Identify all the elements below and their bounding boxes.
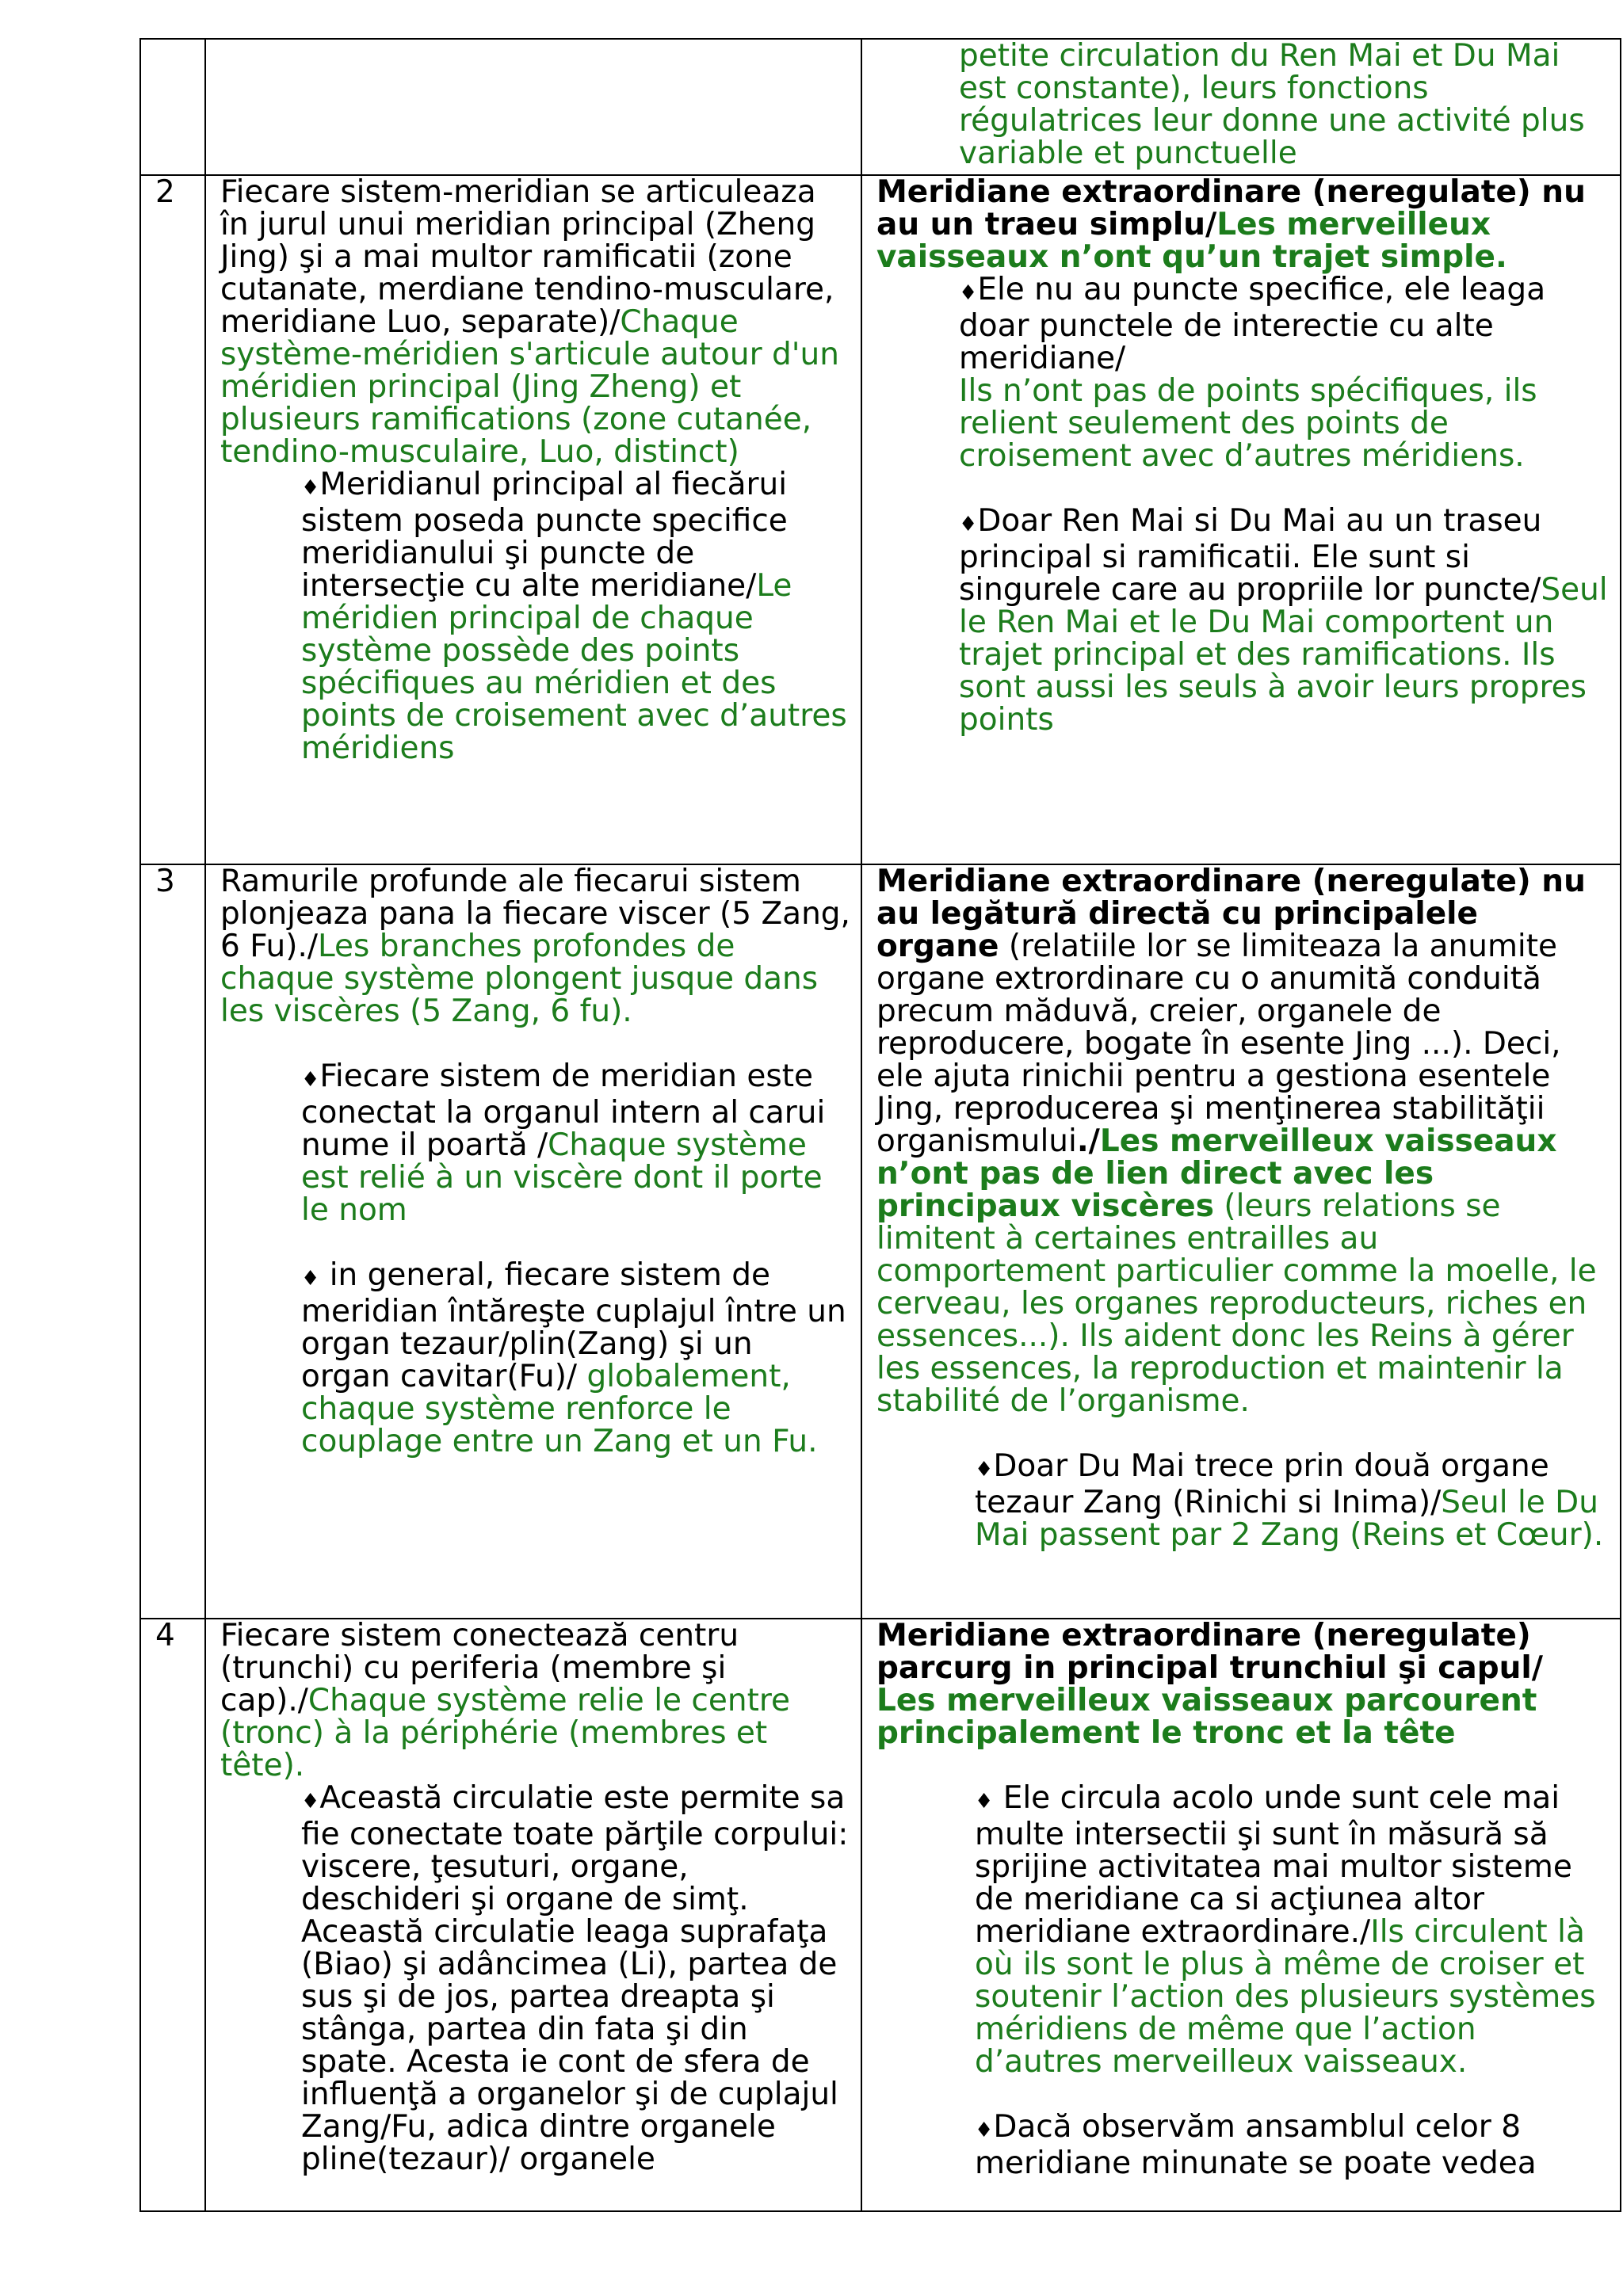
spacer bbox=[876, 1749, 1610, 1782]
extraordinary-meridians-cell bbox=[861, 1619, 1621, 2211]
text-romanian: in general, fiecare sistem de meridian întăreşte cuplajul între un organ tezaur/plin(Zang) şi un organ cavitar(Fu)/ bbox=[301, 1257, 846, 1394]
text-romanian: Dacă observăm ansamblul celor 8 meridiane minunate se poate vedea bbox=[975, 2109, 1537, 2181]
table-row bbox=[140, 39, 1621, 175]
diamond-bullet-icon: ♦ bbox=[975, 1790, 994, 1814]
table-row bbox=[140, 175, 1621, 864]
text-romanian: Meridianul principal al fiecărui sistem poseda puncte specifice meridianului şi puncte de intersecţie cu alte meridiane/ bbox=[301, 467, 788, 604]
table-row bbox=[140, 864, 1621, 1619]
extraordinary-meridians-cell bbox=[861, 864, 1621, 1619]
regular-meridians-cell bbox=[205, 1619, 861, 2211]
text-romanian: Fiecare sistem conectează centru (trunchi) cu periferia (membre şi cap)./ bbox=[220, 1619, 739, 1718]
spacer bbox=[876, 1417, 1610, 1450]
text-french: Seul le Du Mai passent par 2 Zang (Reins et Cœur). bbox=[975, 1485, 1604, 1553]
text-french: Chaque système relie le centre (tronc) à la périphérie (membres et tête). bbox=[220, 1683, 791, 1783]
bullet-paragraph bbox=[876, 1450, 1610, 1551]
bullet-paragraph bbox=[220, 1259, 851, 1458]
text-romanian-bold: Meridiane extraordinare (neregulate) nu au legătură directă cu principalele organe bbox=[876, 864, 1586, 964]
spacer bbox=[220, 1226, 851, 1259]
extraordinary-meridians-cell bbox=[861, 39, 1621, 175]
bullet-paragraph bbox=[876, 2111, 1610, 2180]
diamond-bullet-icon: ♦ bbox=[959, 513, 978, 536]
diamond-bullet-icon: ♦ bbox=[975, 1458, 994, 1482]
spacer bbox=[876, 472, 1610, 505]
text-romanian: Fiecare sistem de meridian este conectat la organul intern al carui nume il poartă / bbox=[301, 1058, 826, 1163]
text-french: Chaque système est relié à un viscère dont il porte le nom bbox=[301, 1127, 823, 1228]
text-romanian: Ramurile profunde ale fiecarui sistem plonjeaza pana la fiecare viscer (5 Zang, 6 Fu)./ bbox=[220, 864, 850, 964]
bullet-paragraph bbox=[876, 505, 1610, 736]
row-number: 2 bbox=[140, 175, 205, 864]
bullet-paragraph bbox=[876, 273, 1610, 472]
table-row bbox=[140, 1619, 1621, 2211]
paragraph-french: petite circulation du Ren Mai et Du Mai est constante), leurs fonctions régulatrices leur donne une activité plus variable et punctuelle bbox=[959, 39, 1585, 171]
spacer bbox=[876, 2078, 1610, 2111]
row-number bbox=[140, 39, 205, 175]
separator: ./ bbox=[1076, 1123, 1100, 1159]
text-romanian: Doar Ren Mai si Du Mai au un traseu principal si ramificatii. Ele sunt si singurele care au propriile lor puncte/ bbox=[959, 503, 1542, 608]
bullet-paragraph bbox=[220, 1782, 851, 2176]
text-french: (leurs relations se limitent à certaines entrailles au comportement particulier comme la moelle, le cerveau, les organes reproducteurs, riches en essences...). Ils aident donc les Reins à gérer les essences, la reproduction et maintenir la stabilité de l’organisme. bbox=[876, 1188, 1597, 1419]
text-french: Seul le Ren Mai et le Du Mai comportent un trajet principal et des ramifications. Ils sont aussi les seuls à avoir leurs propres points bbox=[959, 572, 1608, 738]
bullet-paragraph bbox=[220, 1060, 851, 1226]
diamond-bullet-icon: ♦ bbox=[301, 1068, 320, 1092]
text-french: Chaque système-méridien s'articule autour d'un méridien principal (Jing Zheng) et plusieurs ramifications (zone cutanée, tendino-musculaire, Luo, distinct) bbox=[220, 304, 839, 470]
regular-meridians-cell bbox=[205, 175, 861, 864]
bullet-paragraph bbox=[876, 1782, 1610, 2078]
text-french: globalement, chaque système renforce le couplage entre un Zang et un Fu. bbox=[301, 1359, 818, 1459]
text-french: Les branches profondes de chaque système plongent jusque dans les viscères (5 Zang, 6 fu). bbox=[220, 929, 819, 1029]
text-romanian: Meridiane extraordinare (neregulate) parcurg in principal trunchiul şi capul/ bbox=[876, 1619, 1543, 1686]
text-romanian: Această circulatie este permite sa fie conectate toate părţile corpului: viscere, ţesuturi, organe, deschideri şi organe de simţ. Această circulatie leaga suprafaţa (Biao) şi adâncimea (Li), partea de sus şi de jos, partea dreapta şi stânga, partea din fata şi din spate. Acesta ie cont de sfera de influenţă a organelor şi de cuplajul Zang/Fu, adica dintre organele pline(tezaur)/ organele bbox=[301, 1780, 849, 2177]
paragraph bbox=[220, 865, 851, 1028]
heading-paragraph bbox=[876, 865, 1610, 1417]
extraordinary-meridians-cell bbox=[861, 175, 1621, 864]
text-french: Ils circulent là où ils sont le plus à même de croiser et soutenir l’action des plusieurs systèmes méridiens de même que l’action d’autres merveilleux vaisseaux. bbox=[975, 1914, 1596, 2080]
regular-meridians-cell bbox=[205, 39, 861, 175]
text-french: Les merveilleux vaisseaux n’ont qu’un trajet simple. bbox=[876, 207, 1507, 275]
paragraph bbox=[220, 176, 851, 468]
text-romanian: Ele circula acolo unde sunt cele mai multe intersectii şi sunt în măsură să sprijine activitatea mai multor sisteme de meridiane ca si acţiunea altor meridiane extraordinare./ bbox=[975, 1780, 1572, 1950]
comparison-table bbox=[139, 38, 1621, 2212]
heading-paragraph bbox=[876, 176, 1610, 273]
text-french: Ils n’ont pas de points spécifiques, ils relient seulement des points de croisement avec d’autres méridiens. bbox=[959, 373, 1537, 474]
text-romanian: Fiecare sistem-meridian se articuleaza în jurul unui meridian principal (Zheng Jing) şi a mai multor ramificatii (zone cutanate, merdiane tendino-musculare, meridiane Luo, separate)/ bbox=[220, 175, 834, 340]
regular-meridians-cell bbox=[205, 864, 861, 1619]
text-french: Les merveilleux vaisseaux parcourent principalement le tronc et la tête bbox=[876, 1683, 1537, 1751]
bullet-paragraph bbox=[220, 468, 851, 765]
text-french-bold: Les merveilleux vaisseaux n’ont pas de lien direct avec les principaux viscères bbox=[876, 1123, 1557, 1224]
diamond-bullet-icon: ♦ bbox=[301, 1267, 320, 1291]
text-romanian: Ele nu au puncte specifice, ele leaga doar punctele de interectie cu alte meridiane/ bbox=[959, 272, 1546, 376]
spacer bbox=[220, 1028, 851, 1060]
diamond-bullet-icon: ♦ bbox=[301, 476, 320, 500]
diamond-bullet-icon: ♦ bbox=[975, 2119, 994, 2142]
text-french: Le méridien principal de chaque système possède des points spécifiques au méridien et des points de croisement avec d’autres méridiens bbox=[301, 568, 847, 766]
text-romanian: Meridiane extraordinare (neregulate) nu au un traeu simplu/ bbox=[876, 175, 1586, 242]
text-romanian: Doar Du Mai trece prin două organe tezaur Zang (Rinichi si Inima)/ bbox=[975, 1448, 1549, 1520]
row-number: 4 bbox=[140, 1619, 205, 2211]
paragraph bbox=[220, 1619, 851, 1782]
text-romanian: (relatiile lor se limiteaza la anumite organe extrordinare cu o anumită conduită precum măduvă, creier, organele de reproducere, bogate în esente Jing ...). Deci, ele ajuta rinichii pentru a gestiona esentele Jing, reproducerea şi menţinerea stabilităţii organismului bbox=[876, 929, 1561, 1159]
diamond-bullet-icon: ♦ bbox=[959, 281, 978, 305]
diamond-bullet-icon: ♦ bbox=[301, 1790, 320, 1814]
heading-paragraph bbox=[876, 1619, 1610, 1749]
row-number: 3 bbox=[140, 864, 205, 1619]
